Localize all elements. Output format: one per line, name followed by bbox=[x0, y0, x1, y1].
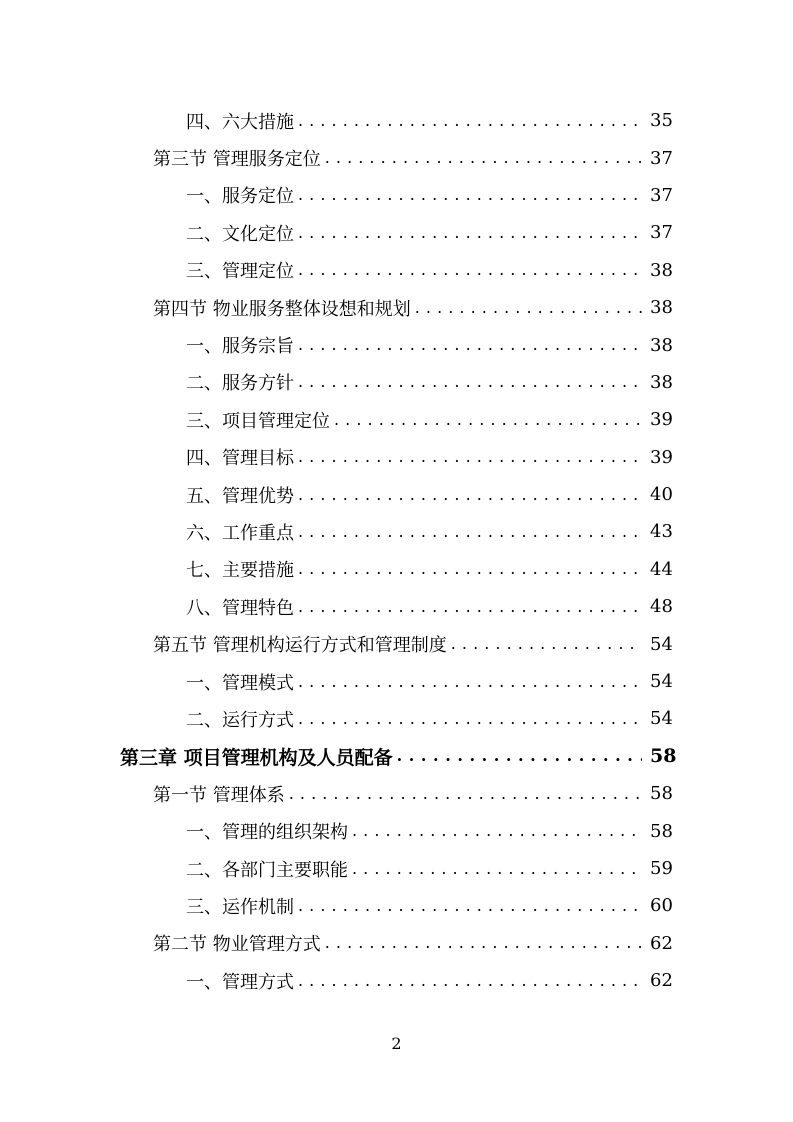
toc-entry-title: 二、各部门主要职能 bbox=[186, 859, 348, 881]
toc-dot-leader bbox=[298, 671, 642, 693]
toc-entry-page: 37 bbox=[650, 222, 673, 244]
toc-entry-title: 二、运行方式 bbox=[186, 709, 294, 731]
toc-entry-title: 一、服务定位 bbox=[186, 186, 294, 208]
toc-entry-title: 八、管理特色 bbox=[186, 597, 294, 619]
toc-entry-title: 第四节 物业服务整体设想和规划 bbox=[153, 298, 411, 320]
toc-entry-title: 一、管理方式 bbox=[186, 971, 294, 993]
toc-dot-leader bbox=[298, 222, 642, 244]
toc-dot-leader bbox=[298, 708, 642, 730]
toc-entry[interactable] bbox=[0, 887, 793, 924]
toc-entry-page: 62 bbox=[650, 932, 673, 954]
toc-entry-page: 58 bbox=[650, 820, 673, 842]
toc-entry-title: 三、管理定位 bbox=[186, 261, 294, 283]
toc-entry-title: 第二节 物业管理方式 bbox=[153, 934, 321, 956]
toc-entry[interactable] bbox=[0, 139, 793, 176]
toc-dot-leader bbox=[334, 409, 642, 431]
toc-entry-page: 38 bbox=[650, 334, 673, 356]
toc-entry-title: 一、服务宗旨 bbox=[186, 336, 294, 358]
toc-entry-page: 38 bbox=[650, 297, 673, 319]
toc-entry[interactable] bbox=[0, 663, 793, 700]
toc-dot-leader bbox=[415, 297, 642, 319]
toc-entry[interactable] bbox=[0, 850, 793, 887]
toc-entry-page: 44 bbox=[650, 558, 673, 580]
toc-entry[interactable] bbox=[0, 401, 793, 438]
toc-entry-title: 第一节 管理体系 bbox=[153, 784, 285, 806]
toc-dot-leader bbox=[325, 932, 642, 954]
toc-entry[interactable] bbox=[0, 812, 793, 849]
toc-entry-page: 38 bbox=[650, 259, 673, 281]
toc-entry-title: 一、管理的组织架构 bbox=[186, 822, 348, 844]
toc-entry-page: 39 bbox=[650, 409, 673, 431]
toc-dot-leader bbox=[397, 745, 642, 767]
toc-dot-leader bbox=[298, 371, 642, 393]
toc-entry-title: 第三节 管理服务定位 bbox=[153, 149, 321, 171]
toc-dot-leader bbox=[298, 970, 642, 992]
toc-entry-title: 四、六大措施 bbox=[186, 111, 294, 133]
toc-entry-title: 六、工作重点 bbox=[186, 522, 294, 544]
toc-dot-leader bbox=[298, 259, 642, 281]
toc-entry-page: 59 bbox=[650, 858, 673, 879]
toc-entry[interactable] bbox=[0, 625, 793, 662]
toc-entry-page: 54 bbox=[650, 671, 673, 693]
toc-entry-title: 五、管理优势 bbox=[186, 485, 294, 507]
toc-entry-title: 七、主要措施 bbox=[186, 560, 294, 582]
toc-entry-title: 二、服务方针 bbox=[186, 373, 294, 395]
toc-dot-leader bbox=[298, 446, 642, 468]
toc-entry-title: 二、文化定位 bbox=[186, 223, 294, 245]
toc-dot-leader bbox=[352, 820, 642, 842]
toc-entry-page: 54 bbox=[650, 633, 673, 655]
toc-entry[interactable] bbox=[0, 476, 793, 513]
toc-dot-leader bbox=[298, 596, 642, 618]
toc-entry-page: 62 bbox=[650, 970, 673, 992]
toc-entry-title: 三、项目管理定位 bbox=[186, 410, 330, 432]
toc-entry[interactable] bbox=[0, 177, 793, 214]
toc-dot-leader bbox=[298, 558, 642, 580]
toc-entry-page: 37 bbox=[650, 147, 673, 169]
toc-dot-leader bbox=[352, 858, 642, 880]
toc-entry[interactable] bbox=[0, 775, 793, 812]
table-of-contents bbox=[0, 102, 793, 999]
toc-entry[interactable] bbox=[0, 925, 793, 962]
toc-entry-page: 58 bbox=[650, 745, 677, 768]
toc-entry-title: 一、管理模式 bbox=[186, 672, 294, 694]
toc-dot-leader bbox=[298, 110, 642, 132]
toc-entry[interactable] bbox=[0, 326, 793, 363]
toc-dot-leader bbox=[298, 484, 642, 506]
toc-dot-leader bbox=[298, 334, 642, 356]
toc-entry[interactable] bbox=[0, 513, 793, 550]
toc-entry-page: 39 bbox=[650, 446, 673, 468]
toc-entry-page: 35 bbox=[650, 110, 673, 132]
toc-entry-title: 三、运作机制 bbox=[186, 896, 294, 918]
toc-entry-page: 40 bbox=[650, 484, 673, 506]
toc-entry[interactable] bbox=[0, 962, 793, 999]
toc-entry[interactable] bbox=[0, 214, 793, 251]
toc-dot-leader bbox=[451, 633, 642, 655]
toc-entry-page: 48 bbox=[650, 596, 673, 618]
toc-entry-page: 37 bbox=[650, 184, 673, 206]
toc-entry-title: 第五节 管理机构运行方式和管理制度 bbox=[153, 635, 447, 657]
toc-dot-leader bbox=[298, 521, 642, 543]
toc-entry-page: 58 bbox=[650, 783, 673, 805]
toc-entry[interactable] bbox=[0, 252, 793, 289]
toc-entry-page: 38 bbox=[650, 371, 673, 393]
toc-entry[interactable] bbox=[0, 102, 793, 139]
toc-entry[interactable] bbox=[0, 289, 793, 326]
page-number: 2 bbox=[391, 1034, 402, 1053]
toc-entry[interactable] bbox=[0, 588, 793, 625]
toc-entry-title: 第三章 项目管理机构及人员配备 bbox=[120, 746, 393, 769]
toc-entry[interactable] bbox=[0, 738, 793, 775]
toc-entry[interactable] bbox=[0, 700, 793, 737]
toc-dot-leader bbox=[325, 147, 642, 169]
toc-entry[interactable] bbox=[0, 439, 793, 476]
toc-dot-leader bbox=[298, 184, 642, 206]
toc-entry-page: 54 bbox=[650, 708, 673, 730]
toc-entry[interactable] bbox=[0, 364, 793, 401]
toc-dot-leader bbox=[298, 895, 642, 917]
toc-entry-page: 43 bbox=[650, 521, 673, 543]
toc-entry[interactable] bbox=[0, 551, 793, 588]
toc-entry-page: 60 bbox=[650, 895, 673, 917]
toc-entry-title: 四、管理目标 bbox=[186, 448, 294, 470]
toc-dot-leader bbox=[289, 783, 642, 805]
